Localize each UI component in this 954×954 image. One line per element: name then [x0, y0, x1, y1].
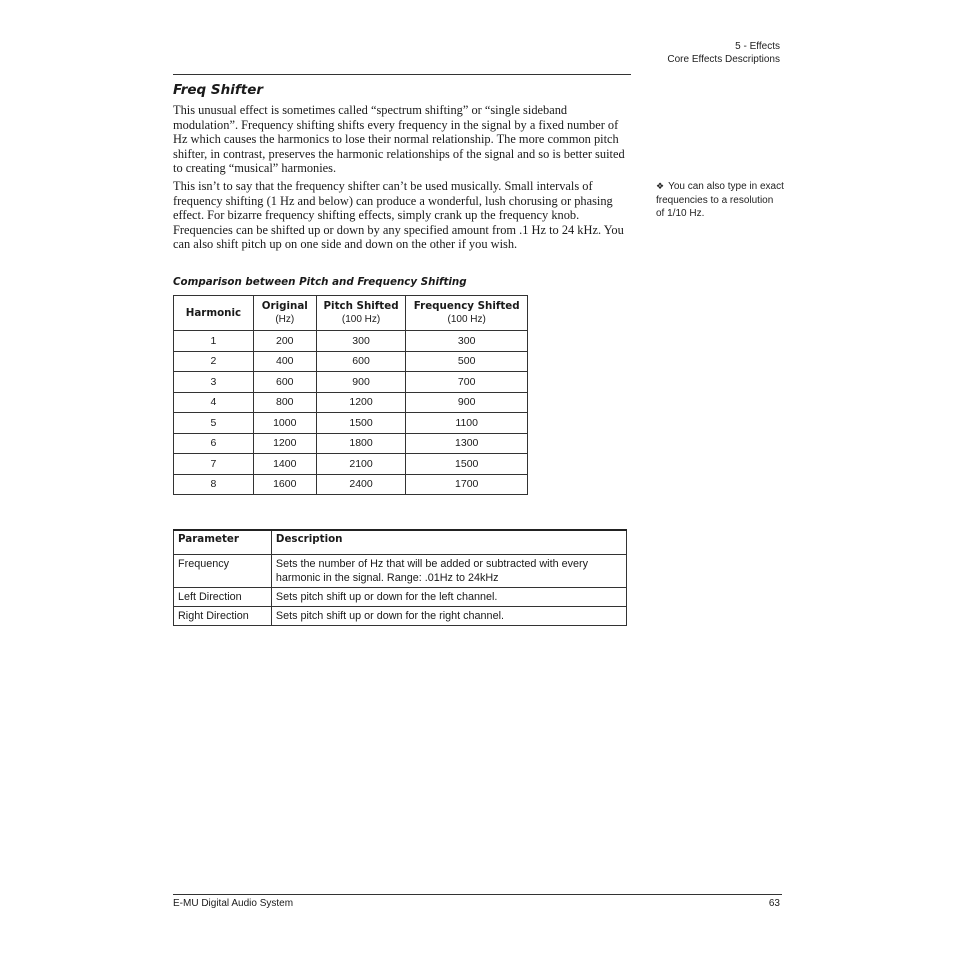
cell-frequency-shifted: 1500: [406, 454, 528, 475]
cell-harmonic: 7: [174, 454, 254, 475]
header-section: Core Effects Descriptions: [667, 54, 780, 65]
column-header-parameter: Parameter: [174, 530, 272, 555]
table-row: [174, 413, 528, 434]
footer-title: E-MU Digital Audio System: [173, 898, 294, 909]
table-caption: Comparison between Pitch and Frequency Shifting: [173, 276, 467, 288]
cell-original: 800: [253, 392, 316, 413]
table-row: [174, 607, 627, 626]
section-title: Freq Shifter: [173, 82, 264, 98]
cell-description: Sets pitch shift up or down for the right channel.: [271, 607, 626, 626]
cell-frequency-shifted: 500: [406, 351, 528, 372]
table-row: [174, 372, 528, 393]
table-row: [174, 433, 528, 454]
cell-original: 200: [253, 331, 316, 352]
cell-pitch-shifted: 600: [316, 351, 406, 372]
cell-harmonic: 2: [174, 351, 254, 372]
cell-original: 600: [253, 372, 316, 393]
cell-frequency-shifted: 1300: [406, 433, 528, 454]
cell-harmonic: 5: [174, 413, 254, 434]
cell-harmonic: 6: [174, 433, 254, 454]
cell-pitch-shifted: 1500: [316, 413, 406, 434]
cell-parameter: Frequency: [174, 555, 272, 588]
table-row: [174, 555, 627, 588]
table-row: [174, 454, 528, 475]
margin-note: [656, 180, 784, 221]
cell-parameter: Right Direction: [174, 607, 272, 626]
cell-original: 1200: [253, 433, 316, 454]
page-number: 63: [768, 898, 780, 909]
cell-frequency-shifted: 300: [406, 331, 528, 352]
table-row: [174, 351, 528, 372]
cell-original: 1600: [253, 474, 316, 495]
column-header-frequency-shifted: Frequency Shifted (100 Hz): [406, 296, 528, 331]
cell-frequency-shifted: 700: [406, 372, 528, 393]
cell-harmonic: 8: [174, 474, 254, 495]
cell-frequency-shifted: 1700: [406, 474, 528, 495]
cell-pitch-shifted: 2400: [316, 474, 406, 495]
running-header: [667, 40, 780, 66]
cell-pitch-shifted: 1800: [316, 433, 406, 454]
column-header-original: Original (Hz): [253, 296, 316, 331]
cell-frequency-shifted: 900: [406, 392, 528, 413]
cell-pitch-shifted: 300: [316, 331, 406, 352]
column-header-description: Description: [271, 530, 626, 555]
column-header-harmonic: Harmonic: [174, 296, 254, 331]
cell-harmonic: 4: [174, 392, 254, 413]
paragraph-usage: This isn’t to say that the frequency shifter can’t be used musically. Small intervals of frequency shifting (1 Hz and below) can produce a wonderful, lush chorusing or phasing effect. For bizarre frequency shifting effects, simply crank up the frequency knob. Frequencies can be shifted up or down by any specified amount from .1 Hz to 24 kHz. You can also shift pitch up on one side and down on the other if you wish.: [173, 179, 624, 252]
footer-divider: [173, 894, 782, 895]
cell-harmonic: 3: [174, 372, 254, 393]
cell-description: Sets the number of Hz that will be added or subtracted with every harmonic in the signal. Range: .01Hz to 24kHz: [271, 555, 626, 588]
top-divider: [173, 74, 631, 75]
table-row: [174, 474, 528, 495]
cell-frequency-shifted: 1100: [406, 413, 528, 434]
cell-pitch-shifted: 1200: [316, 392, 406, 413]
cell-pitch-shifted: 2100: [316, 454, 406, 475]
paragraph-intro: This unusual effect is sometimes called “spectrum shifting” or “single sideband modulation”. Frequency shifting shifts every frequency in the signal by a fixed number of Hz which causes the harmonics to lose their normal relationship. The more common pitch shifter, in contrast, preserves the harmonic relationships of the signal and so is better suited to creating “musical” harmonies.: [173, 103, 625, 176]
table-row: [174, 588, 627, 607]
cell-original: 1000: [253, 413, 316, 434]
table-header-row: [174, 296, 528, 331]
cell-description: Sets pitch shift up or down for the left channel.: [271, 588, 626, 607]
header-chapter: 5 - Effects: [735, 41, 780, 52]
cell-original: 1400: [253, 454, 316, 475]
parameter-table: [173, 529, 627, 626]
table-row: [174, 331, 528, 352]
cell-original: 400: [253, 351, 316, 372]
comparison-table: [173, 295, 528, 495]
margin-note-text: You can also type in exact frequencies to a resolution of 1/10 Hz.: [656, 181, 784, 219]
cell-parameter: Left Direction: [174, 588, 272, 607]
table-row: [174, 392, 528, 413]
diamond-bullet-icon: ❖: [656, 181, 665, 191]
column-header-pitch-shifted: Pitch Shifted (100 Hz): [316, 296, 406, 331]
cell-pitch-shifted: 900: [316, 372, 406, 393]
parameter-header-row: [174, 530, 627, 555]
cell-harmonic: 1: [174, 331, 254, 352]
